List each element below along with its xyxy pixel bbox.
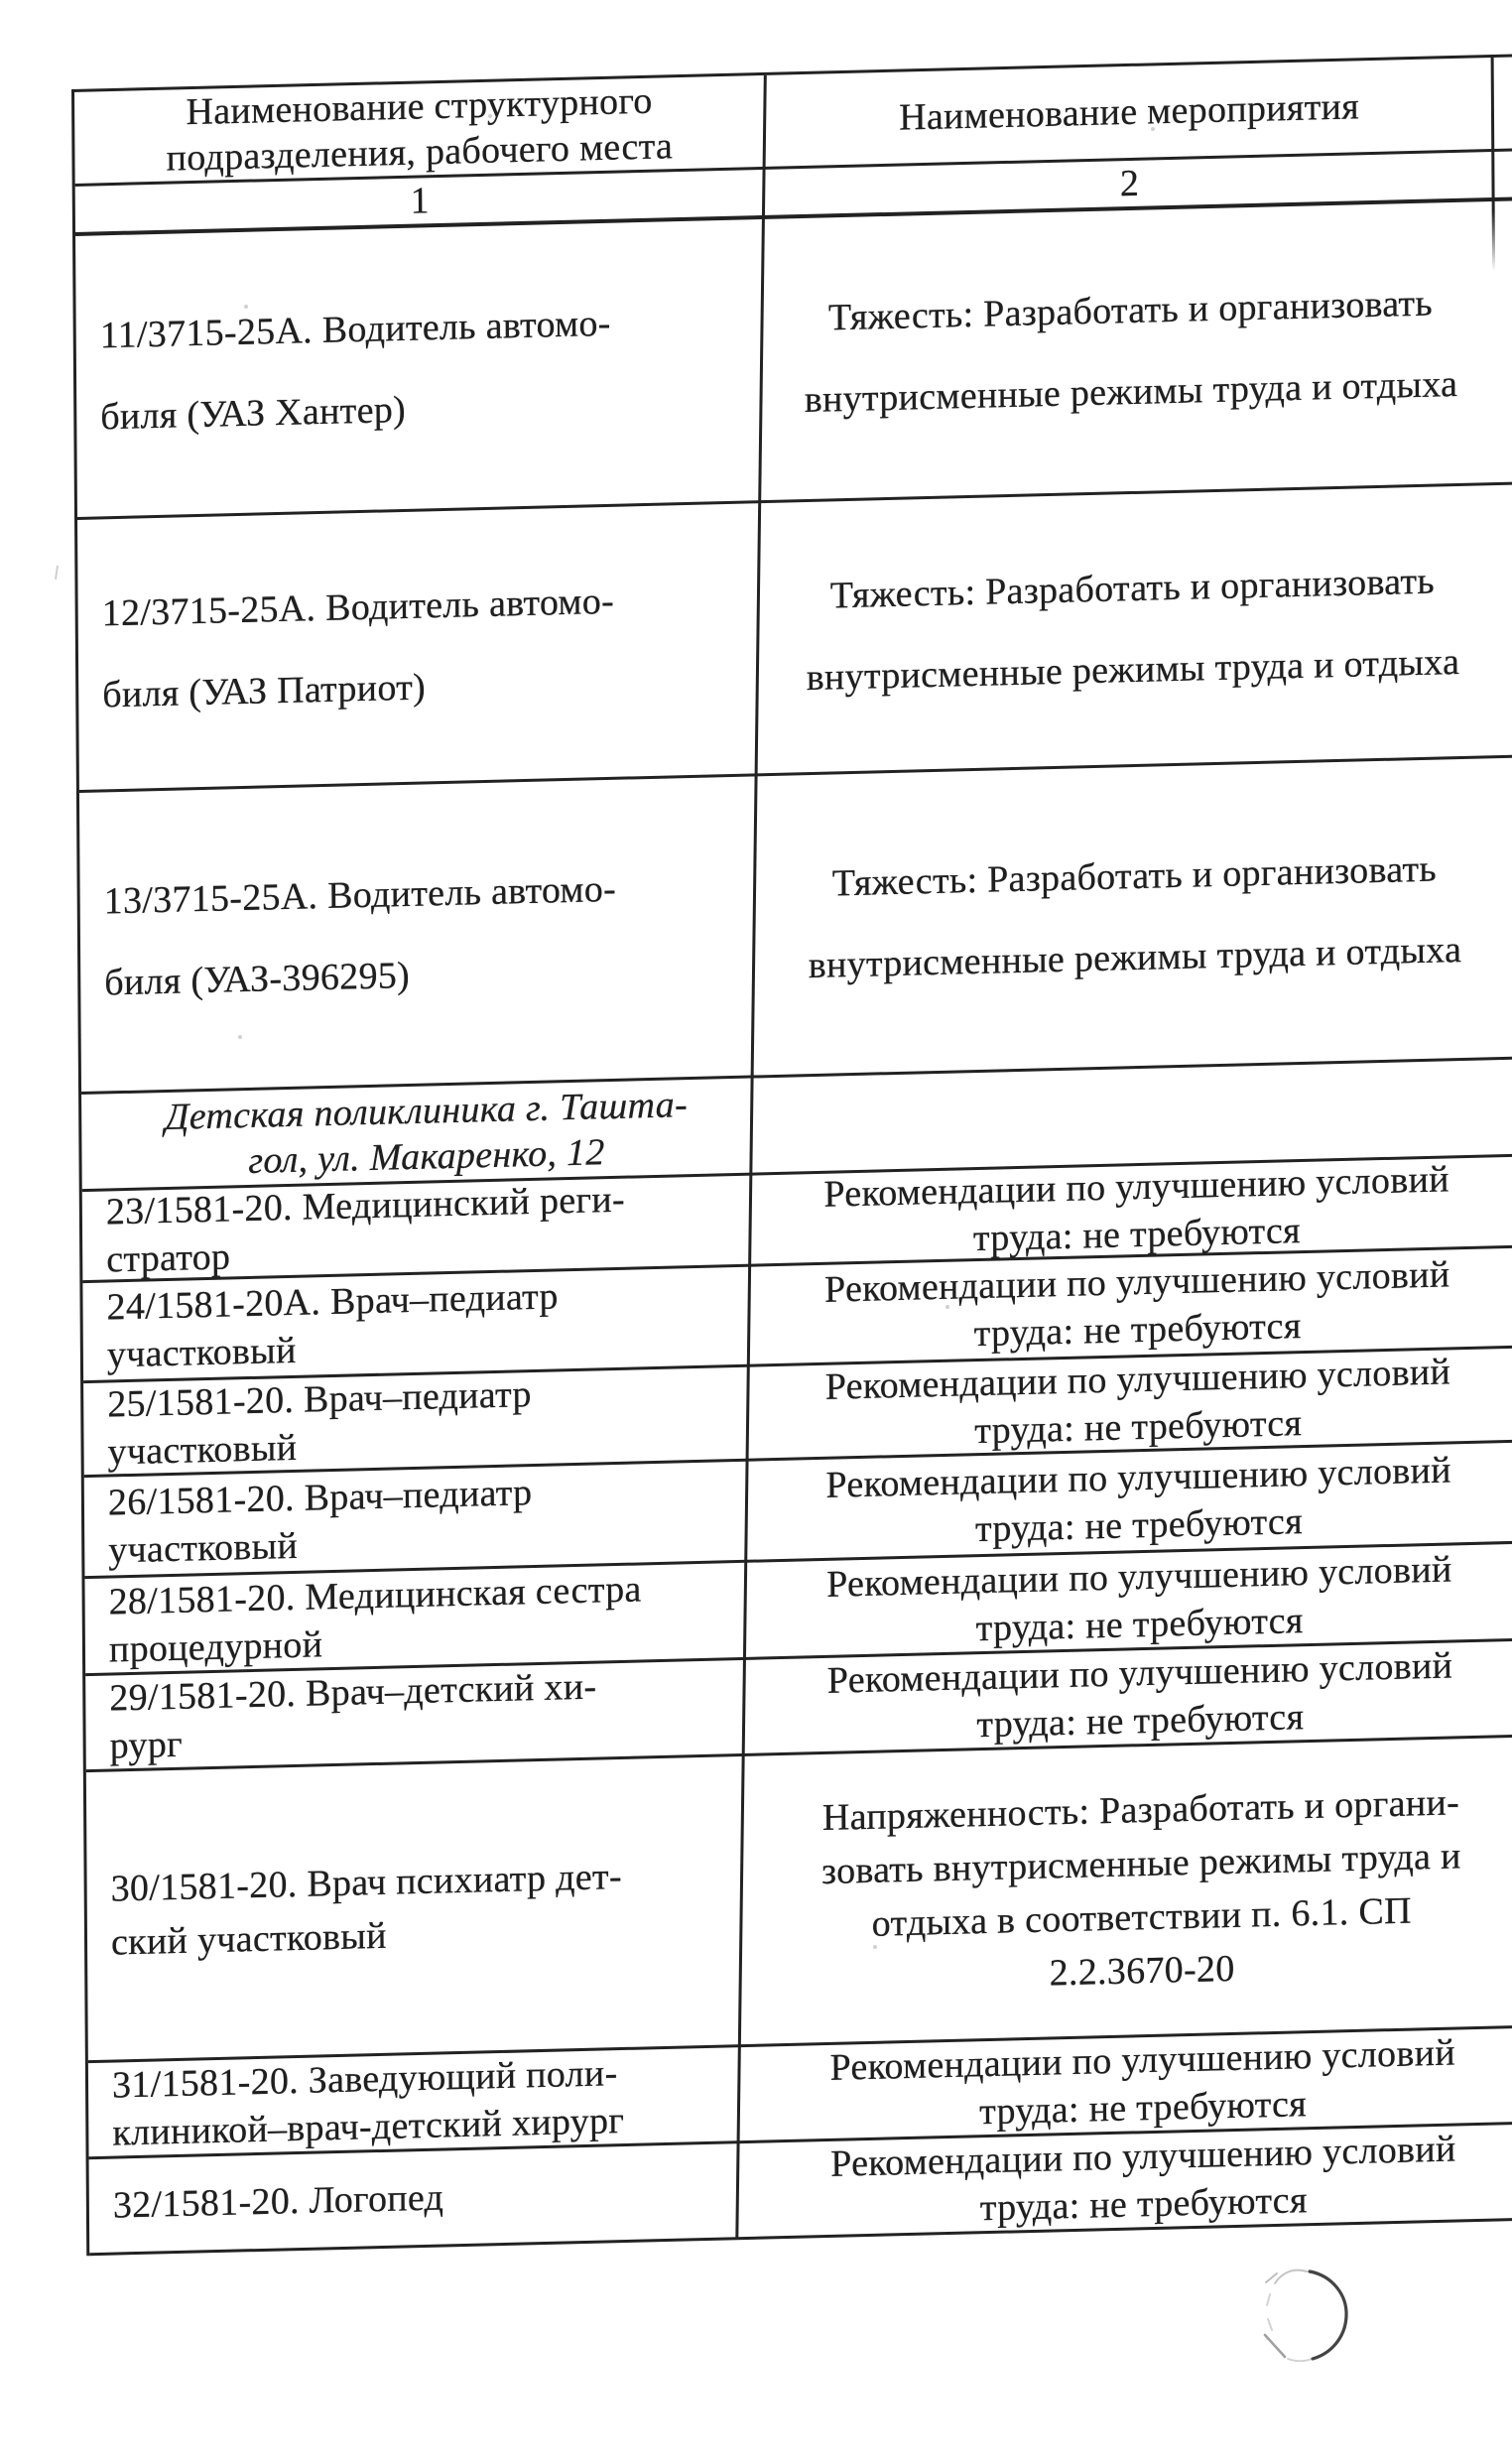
column-number-1: 1 [410, 180, 431, 222]
cell-measure: Рекомендации по улучшению условий труда: не требуются [829, 2031, 1456, 2134]
cell-workplace: 26/1581-20. Врач–педиатр участковый [107, 1471, 533, 1572]
cell-workplace: 12/3715-25А. Водитель автомо- биля (УАЗ Патриот) [101, 580, 615, 716]
cell-workplace: 31/1581-20. Заведующий поли- клиникой–врач-детский хирург [111, 2052, 625, 2154]
scan-speck [873, 1945, 877, 1949]
scan-speck [1151, 127, 1155, 131]
cell-measure: Рекомендации по улучшению условий труда: не требуются [830, 2128, 1456, 2230]
table-row [86, 1735, 1512, 2063]
table-edge-spacer [1494, 55, 1512, 149]
handwritten-circle-mark [1252, 2265, 1351, 2364]
table-edge-spacer [1505, 1638, 1512, 1735]
column-number-2: 2 [1119, 162, 1140, 205]
header-col1: Наименование структурного подразделения, рабочего места [166, 79, 674, 180]
table-edge-spacer [1502, 1245, 1512, 1346]
cell-workplace: 11/3715-25А. Водитель автомо- биля (УАЗ Хантер) [99, 302, 611, 438]
table-row [77, 482, 1512, 793]
cell-measure: Рекомендации по улучшению условий труда: не требуются [824, 1351, 1451, 1453]
table-edge-spacer [1505, 1735, 1512, 2025]
cell-workplace: 25/1581-20. Врач–педиатр участковый [107, 1373, 532, 1474]
cell-workplace: 29/1581-20. Врач–детский хи- рург [109, 1665, 597, 1767]
cell-workplace: 32/1581-20. Логопед [112, 2176, 444, 2227]
table-edge-spacer [1503, 1440, 1512, 1541]
cell-workplace: 23/1581-20. Медицинский реги- стратор [105, 1178, 626, 1280]
cell-measure: Тяжесть: Разработать и организовать внутрисменные режимы труда и отдыха [808, 847, 1462, 986]
scan-speck [488, 114, 492, 118]
scan-speck [238, 1035, 242, 1039]
cell-measure: Рекомендации по улучшению условий труда: не требуются [826, 1644, 1453, 1747]
table-edge-spacer [1508, 2122, 1512, 2218]
table-row [75, 198, 1512, 520]
cell-measure: Рекомендации по улучшению условий труда: не требуются [825, 1448, 1451, 1550]
cell-measure: Рекомендации по улучшению условий труда: не требуются [823, 1253, 1450, 1356]
scan-artifact-dash [55, 566, 59, 580]
scan-speck [244, 305, 248, 309]
cell-workplace: 28/1581-20. Медицинская сестра процедурной [108, 1567, 642, 1671]
cell-measure: Рекомендации по улучшению условий труда: не требуются [825, 1547, 1452, 1649]
scan-speck [945, 1305, 949, 1309]
table-edge-spacer [1503, 1346, 1512, 1440]
cell-subdivision-title: Детская поликлиника г. Ташта- гол, ул. Макаренко, 12 [165, 1083, 689, 1182]
table-row [79, 755, 1512, 1095]
table-edge-spacer [1499, 755, 1512, 1057]
table-edge-spacer [1495, 198, 1512, 482]
cell-empty [771, 1060, 1501, 1172]
table [71, 52, 1512, 2256]
cell-measure: Напряженность: Разработать и органи- зовать внутрисменные режимы труда и отдыха в соответствии п. 6.1. СП 2.2.3670-20 [820, 1781, 1461, 1995]
cell-workplace: 13/3715-25А. Водитель автомо- биля (УАЗ-396295) [103, 867, 617, 1003]
table-edge-spacer [1507, 2025, 1512, 2122]
table-edge-spacer [1501, 1154, 1512, 1245]
table-edge-spacer [1501, 1057, 1512, 1154]
cell-workplace: 30/1581-20. Врач психиатр дет- ский участковый [110, 1855, 622, 1964]
table-edge-spacer [1494, 149, 1512, 197]
cell-measure: Тяжесть: Разработать и организовать внутрисменные режимы труда и отдыха [806, 560, 1460, 700]
cell-measure: Тяжесть: Разработать и организовать внутрисменные режимы труда и отдыха [804, 282, 1458, 421]
table-edge-spacer [1504, 1541, 1512, 1638]
cell-workplace: 24/1581-20А. Врач–педиатр участковый [106, 1275, 559, 1376]
cell-measure: Рекомендации по улучшению условий труда: не требуются [823, 1157, 1449, 1259]
table-edge-spacer [1497, 482, 1512, 755]
header-col2: Наименование мероприятия [898, 85, 1360, 139]
